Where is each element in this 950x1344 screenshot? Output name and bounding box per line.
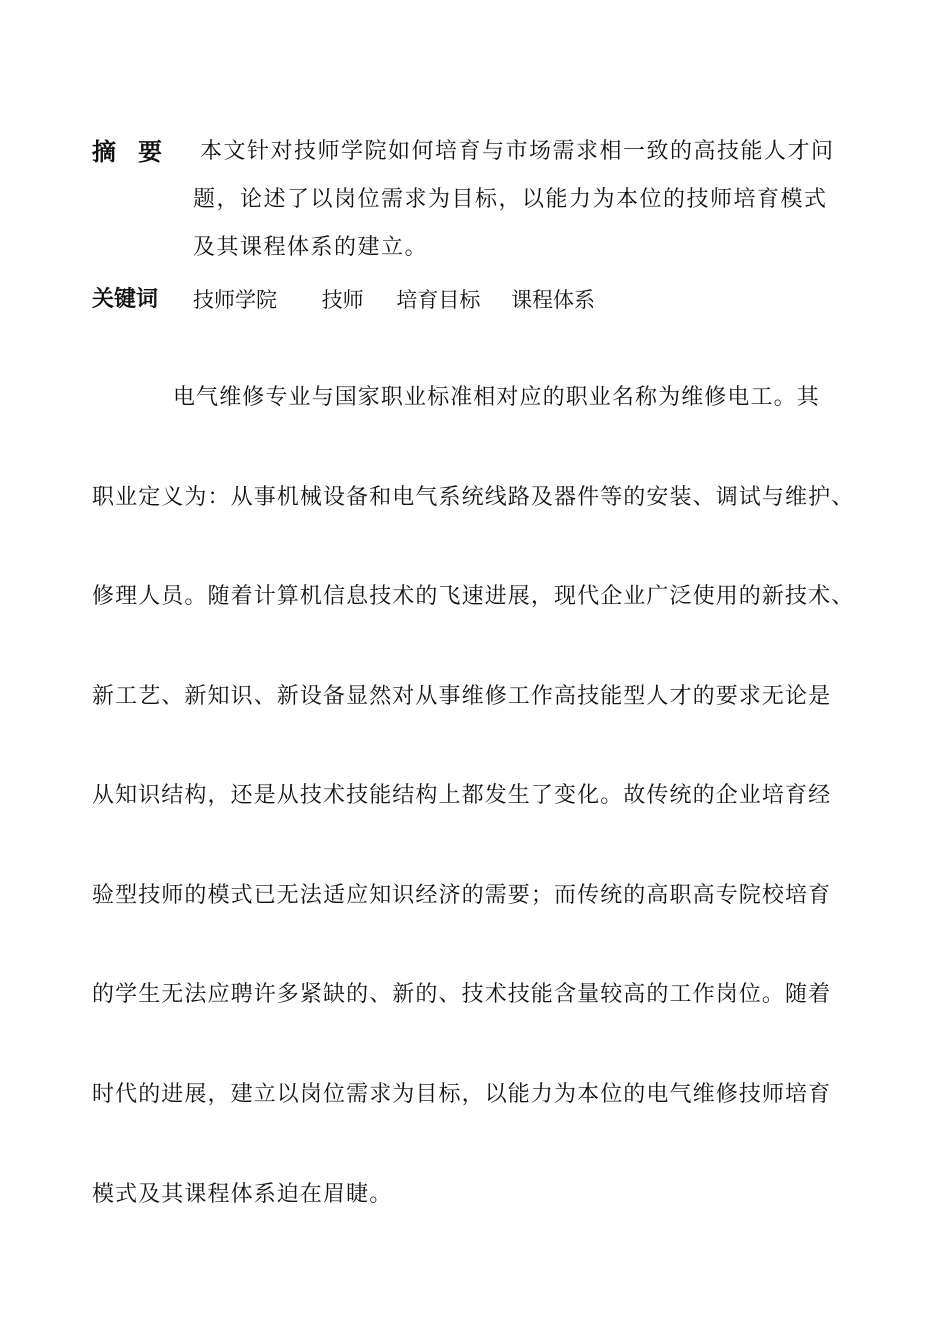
keywords-list <box>193 280 595 320</box>
abstract-line: 本文针对技师学院如何培育与市场需求相一致的高技能人才问 <box>200 139 835 164</box>
body-paragraph-line: 验型技师的模式已无法适应知识经济的需要；而传统的高职高专院校培育 <box>92 883 832 908</box>
keyword: 技师 <box>321 288 364 312</box>
body-paragraph-line: 时代的进展，建立以岗位需求为目标，以能力为本位的电气维修技师培育 <box>92 1082 832 1107</box>
body-paragraph-line: 电气维修专业与国家职业标准相对应的职业名称为维修电工。其 <box>173 385 820 410</box>
keywords-label: 关键词 <box>92 287 159 312</box>
body-paragraph-line: 从知识结构，还是从技术技能结构上都发生了变化。故传统的企业培育经 <box>92 783 832 808</box>
body-paragraph-line: 修理人员。随着计算机信息技术的飞速进展，现代企业广泛使用的新技术、 <box>92 584 855 609</box>
abstract-label: 摘要 <box>92 138 184 166</box>
keyword: 技师学院 <box>193 288 277 312</box>
abstract-line: 及其课程体系的建立。 <box>193 235 429 260</box>
body-paragraph-line: 的学生无法应聘许多紧缺的、新的、技术技能含量较高的工作岗位。随着 <box>92 982 832 1007</box>
keyword: 课程体系 <box>511 288 596 312</box>
body-paragraph-line: 新工艺、新知识、新设备显然对从事维修工作高技能型人才的要求无论是 <box>92 684 832 709</box>
body-paragraph-line: 模式及其课程体系迫在眉睫。 <box>92 1182 393 1207</box>
abstract-line: 题，论述了以岗位需求为目标，以能力为本位的技师培育模式 <box>193 187 828 212</box>
body-paragraph-line: 职业定义为：从事机械设备和电气系统线路及器件等的安装、调试与维护、 <box>92 485 855 510</box>
keyword: 培育目标 <box>396 288 481 312</box>
